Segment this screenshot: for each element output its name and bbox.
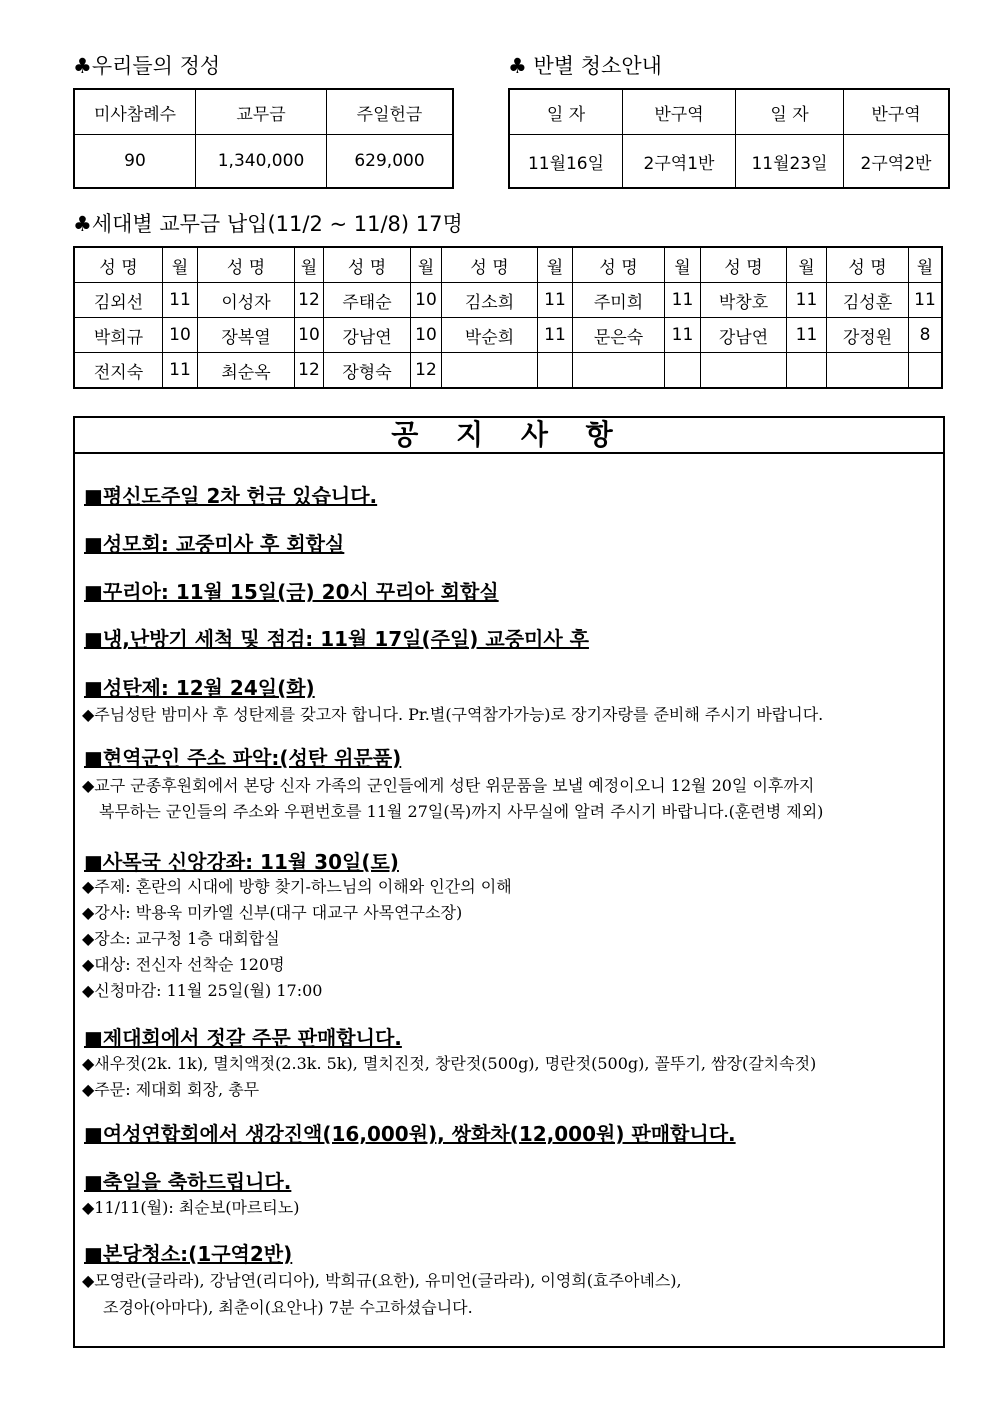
notice-christmas-line-1: ◆주님성탄 밤미사 후 성탄제를 갖고자 합니다. Pr.별(구역참가가능)로 장기자랑를 준비해 주시기 바랍니다. — [82, 705, 824, 724]
notice-lecture-deadline: ◆신청마감: 11월 25일(월) 17:00 — [82, 981, 323, 1000]
dues-name: 박창호 — [701, 283, 787, 318]
notice-cleaning-title: ■본당청소:(1구역2반) — [84, 1242, 293, 1266]
cleaning-header-date-1: 일 자 — [509, 89, 623, 135]
dues-row — [74, 318, 942, 353]
dues-name: 문은숙 — [573, 318, 665, 353]
notice-cleaning-line-2: 조경아(아마다), 최춘이(요안나) 7분 수고하셨습니다. — [103, 1298, 473, 1317]
dues-name: 주미희 — [573, 283, 665, 318]
dues-name: 장형숙 — [324, 353, 411, 389]
notice-cleaning-line-1: ◆모영란(글라라), 강남연(리디아), 박희규(요한), 유미언(글라라), 이영희(효주아녜스), — [82, 1271, 682, 1290]
offering-header-sunday: 주일헌금 — [327, 89, 454, 135]
dues-month: 11 — [665, 318, 701, 353]
dues-month-header: 월 — [787, 247, 827, 283]
offering-sunday-value: 629,000 — [327, 135, 454, 189]
dues-header-row — [74, 247, 942, 283]
notice-lecture-title: ■사목국 신앙강좌: 11월 30일(토) — [84, 850, 399, 874]
dues-name — [573, 353, 665, 389]
dues-row — [74, 283, 942, 318]
dues-month — [909, 353, 943, 389]
cleaning-date-1: 11월16일 — [509, 135, 623, 189]
dues-month-header: 월 — [295, 247, 324, 283]
dues-month: 10 — [295, 318, 324, 353]
dues-month: 10 — [411, 318, 442, 353]
notice-jeotgal-title: ■제대회에서 젓갈 주문 판매합니다. — [84, 1026, 402, 1050]
dues-name: 김소희 — [442, 283, 538, 318]
dues-name: 이성자 — [198, 283, 295, 318]
dues-name: 강정원 — [827, 318, 909, 353]
dues-month: 12 — [295, 353, 324, 389]
dues-month-header: 월 — [163, 247, 198, 283]
dues-name: 박희규 — [74, 318, 163, 353]
dues-month: 11 — [538, 283, 573, 318]
cleaning-header-group-2: 반구역 — [844, 89, 950, 135]
dues-month-header: 월 — [909, 247, 943, 283]
cleaning-group-2: 2구역2반 — [844, 135, 950, 189]
dues-month: 11 — [538, 318, 573, 353]
notice-lecture-place: ◆장소: 교구청 1층 대회합실 — [82, 929, 280, 948]
cleaning-title: ♣ 반별 청소안내 — [508, 54, 662, 78]
dues-month: 11 — [787, 318, 827, 353]
notice-feast-line: ◆11/11(월): 최순보(마르티노) — [82, 1198, 300, 1217]
notice-jeotgal-items: ◆새우젓(2k. 1k), 멸치액젓(2.3k. 5k), 멸치진젓, 창란젓(500g), 명란젓(500g), 꼴뚜기, 쌈장(갈치속젓) — [82, 1054, 817, 1073]
dues-month — [538, 353, 573, 389]
dues-name: 김외선 — [74, 283, 163, 318]
dues-month-header: 월 — [411, 247, 442, 283]
dues-name: 전지숙 — [74, 353, 163, 389]
offering-title: ♣우리들의 정성 — [73, 54, 221, 78]
dues-month — [665, 353, 701, 389]
dues-name-header: 성 명 — [198, 247, 295, 283]
dues-name-header: 성 명 — [701, 247, 787, 283]
dues-month: 11 — [163, 353, 198, 389]
dues-name: 주태순 — [324, 283, 411, 318]
dues-name — [701, 353, 787, 389]
notice-lecture-speaker: ◆강사: 박용욱 미카엘 신부(대구 대교구 사목연구소장) — [82, 903, 463, 922]
dues-table — [73, 246, 943, 389]
dues-name: 박순희 — [442, 318, 538, 353]
notice-women-sale: ■여성연합회에서 생강진액(16,000원), 쌍화차(12,000원) 판매합니다. — [84, 1122, 736, 1146]
notice-soldier-title: ■현역군인 주소 파악:(성탄 위문품) — [84, 746, 402, 770]
notice-soldier-line-1: ◆교구 군종후원회에서 본당 신자 가족의 군인들에게 성탄 위문품을 보낼 예정이오니 12월 20일 이후까지 — [82, 776, 815, 795]
notice-lecture-topic: ◆주제: 혼란의 시대에 방향 찾기-하느님의 이해와 인간의 이해 — [82, 877, 512, 896]
dues-title: ♣세대별 교무금 납입(11/2 ~ 11/8) 17명 — [73, 212, 463, 236]
dues-month-header: 월 — [538, 247, 573, 283]
cleaning-group-1: 2구역1반 — [623, 135, 736, 189]
dues-name-header: 성 명 — [573, 247, 665, 283]
dues-month: 11 — [163, 283, 198, 318]
dues-month: 10 — [163, 318, 198, 353]
dues-month-header: 월 — [665, 247, 701, 283]
notice-feast-title: ■축일을 축하드립니다. — [84, 1170, 292, 1194]
offering-attendance-value: 90 — [74, 135, 196, 189]
notice-mothers-group: ■성모회: 교중미사 후 회합실 — [84, 532, 345, 556]
dues-name-header: 성 명 — [324, 247, 411, 283]
notice-christmas-title: ■성탄제: 12월 24일(화) — [84, 676, 315, 700]
notice-laity-sunday: ■평신도주일 2차 헌금 있습니다. — [84, 484, 378, 508]
dues-name-header: 성 명 — [74, 247, 163, 283]
dues-name: 장복열 — [198, 318, 295, 353]
offering-header-dues: 교무금 — [196, 89, 327, 135]
cleaning-header-group-1: 반구역 — [623, 89, 736, 135]
dues-month: 11 — [787, 283, 827, 318]
dues-name: 강남연 — [701, 318, 787, 353]
notice-heading: 공 지 사 항 — [75, 418, 943, 454]
dues-name: 김성훈 — [827, 283, 909, 318]
notice-soldier-line-2: 복무하는 군인들의 주소와 우편번호를 11월 27일(목)까지 사무실에 알려 주시기 바랍니다.(훈련병 제외) — [99, 802, 824, 821]
dues-name — [827, 353, 909, 389]
dues-name: 강남연 — [324, 318, 411, 353]
offering-header-attendance: 미사참례수 — [74, 89, 196, 135]
dues-month: 10 — [411, 283, 442, 318]
offering-table — [73, 88, 454, 189]
cleaning-table — [508, 88, 950, 189]
dues-name: 최순옥 — [198, 353, 295, 389]
cleaning-date-2: 11월23일 — [736, 135, 844, 189]
dues-name-header: 성 명 — [442, 247, 538, 283]
dues-name-header: 성 명 — [827, 247, 909, 283]
dues-month: 11 — [909, 283, 943, 318]
dues-name — [442, 353, 538, 389]
dues-month: 8 — [909, 318, 943, 353]
dues-month: 12 — [411, 353, 442, 389]
notice-box — [73, 416, 945, 1348]
notice-aircon: ■냉,난방기 세척 및 점검: 11월 17일(주일) 교중미사 후 — [84, 627, 589, 651]
offering-dues-value: 1,340,000 — [196, 135, 327, 189]
dues-row — [74, 353, 942, 389]
dues-month — [787, 353, 827, 389]
cleaning-header-date-2: 일 자 — [736, 89, 844, 135]
notice-lecture-target: ◆대상: 전신자 선착순 120명 — [82, 955, 285, 974]
notice-jeotgal-order: ◆주문: 제대회 회장, 총무 — [82, 1080, 260, 1099]
dues-month: 11 — [665, 283, 701, 318]
dues-month: 12 — [295, 283, 324, 318]
notice-curia: ■꾸리아: 11월 15일(금) 20시 꾸리아 회합실 — [84, 580, 499, 604]
